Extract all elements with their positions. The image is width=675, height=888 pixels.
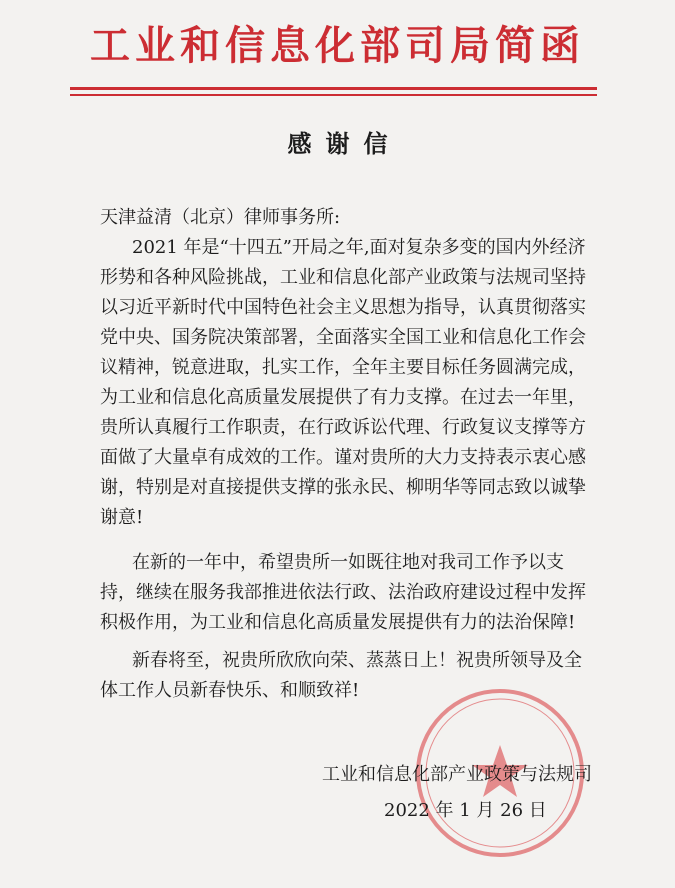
letterhead-rule bbox=[70, 87, 597, 90]
body-line: 形势和各种风险挑战，工业和信息化部产业政策与法规司坚持 bbox=[100, 267, 586, 288]
signature-date: 2022 年 1 月 26 日 bbox=[384, 800, 547, 821]
body-line: 谢意! bbox=[100, 507, 144, 528]
body-line: 以习近平新时代中国特色社会主义思想为指导，认真贯彻落实 bbox=[100, 297, 586, 318]
salutation: 天津益清（北京）律师事务所: bbox=[100, 207, 341, 228]
letter-title: 感谢信 bbox=[287, 129, 402, 158]
body-line: 贵所认真履行工作职责，在行政诉讼代理、行政复议支撑等方 bbox=[100, 417, 586, 438]
body-line: 体工作人员新春快乐、和顺致祥! bbox=[100, 680, 360, 701]
body-line: 党中央、国务院决策部署，全面落实全国工业和信息化工作会 bbox=[100, 327, 586, 348]
body-line: 谢，特别是对直接提供支撑的张永民、柳明华等同志致以诚挚 bbox=[100, 477, 586, 498]
body-line: 新春将至，祝贵所欣欣向荣、蒸蒸日上！祝贵所领导及全 bbox=[132, 650, 582, 671]
body-line: 为工业和信息化高质量发展提供了有力支撑。在过去一年里， bbox=[100, 387, 586, 408]
body-line: 积极作用，为工业和信息化高质量发展提供有力的法治保障! bbox=[100, 612, 576, 633]
body-line: 在新的一年中，希望贵所一如既往地对我司工作予以支 bbox=[132, 552, 564, 573]
letterhead-rule-thin bbox=[70, 94, 597, 96]
body-line: 议精神，锐意进取，扎实工作，全年主要目标任务圆满完成， bbox=[100, 357, 586, 378]
body-line: 持，继续在服务我部推进依法行政、法治政府建设过程中发挥 bbox=[100, 582, 586, 603]
signature-organization: 工业和信息化部产业政策与法规司 bbox=[322, 764, 592, 785]
body-line: 2021 年是“十四五”开局之年,面对复杂多变的国内外经济 bbox=[132, 237, 586, 258]
body-line: 面做了大量卓有成效的工作。谨对贵所的大力支持表示衷心感 bbox=[100, 447, 586, 468]
letterhead-title: 工业和信息化部司局简函 bbox=[90, 22, 585, 69]
